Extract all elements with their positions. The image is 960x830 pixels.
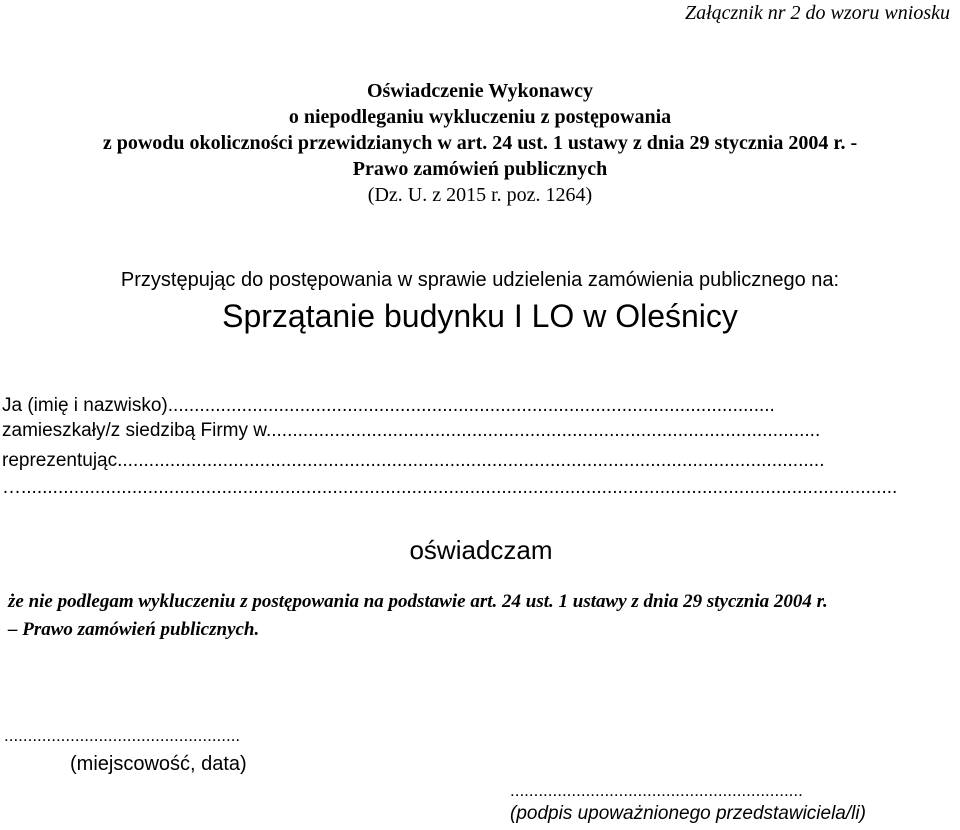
- place-date-dots: ..................................................: [4, 726, 241, 745]
- intro-text: Przystępując do postępowania w sprawie udzielenia zamówienia publicznego na:: [120, 269, 840, 291]
- representing-field: reprezentując......................................................................................................................................: [2, 451, 825, 470]
- statement-line-1: że nie podlegam wykluczeniu z postępowania na podstawie art. 24 ust. 1 ustawy z dnia 29 stycznia 2004 r.: [8, 591, 828, 612]
- declaration-heading: oświadczam: [409, 535, 553, 565]
- signature-dots: ..............................................................: [510, 781, 803, 800]
- continuation-field: …......................................................................................................................................................................: [2, 478, 898, 497]
- signature-label: (podpis upoważnionego przedstawiciela/li): [510, 803, 866, 824]
- annex-note: Załącznik nr 2 do wzoru wniosku: [684, 2, 950, 24]
- place-date-label: (miejscowość, data): [70, 753, 247, 775]
- title-line-1: Oświadczenie Wykonawcy: [366, 80, 594, 102]
- residence-field: zamieszkały/z siedzibą Firmy w.........................................................................................................: [2, 421, 821, 440]
- statement-line-2: – Prawo zamówień publicznych.: [8, 619, 260, 640]
- title-line-2: o niepodleganiu wykluczeniu z postępowania: [288, 106, 672, 128]
- title-line-4: Prawo zamówień publicznych: [352, 158, 608, 180]
- title-line-5: (Dz. U. z 2015 r. poz. 1264): [367, 184, 593, 206]
- contract-subject: Sprzątanie budynku I LO w Oleśnicy: [222, 298, 738, 334]
- document-title: [0, 78, 960, 208]
- title-line-3: z powodu okoliczności przewidzianych w art. 24 ust. 1 ustawy z dnia 29 stycznia 2004 r. -: [102, 132, 858, 154]
- name-field: Ja (imię i nazwisko)...................................................................................................................: [2, 396, 775, 415]
